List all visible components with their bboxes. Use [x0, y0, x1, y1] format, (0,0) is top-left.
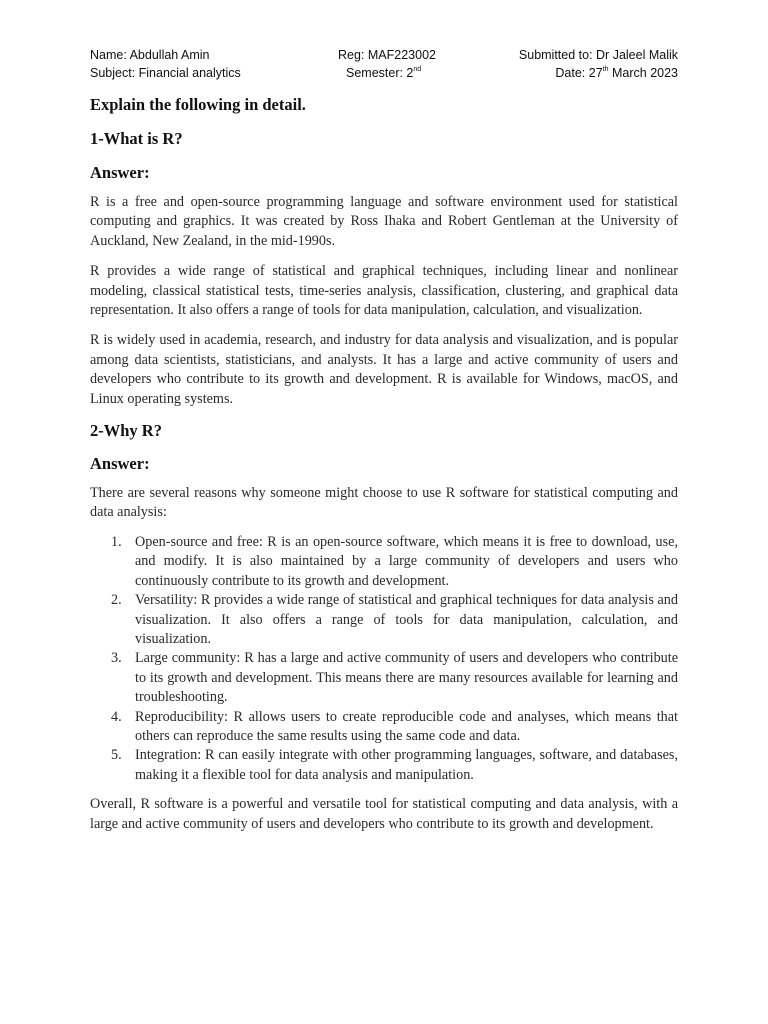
list-item-number: 1.: [111, 533, 122, 550]
subject: Subject: Financial analytics: [90, 66, 241, 80]
semester-text: Semester: 2: [346, 66, 414, 80]
list-item-text: Reproducibility: R allows users to create reproducible code and analyses, which means that others can reproduce the same results using the same code and data.: [135, 708, 678, 744]
list-item-number: 3.: [111, 650, 122, 667]
conclusion-paragraph: Overall, R software is a powerful and versatile tool for statistical computing and data analysis, with a large and active community of users and developers who contribute to its growth and development.: [90, 796, 678, 832]
question-2-heading: 2-Why R?: [90, 421, 162, 441]
list-item: [90, 649, 678, 707]
q1-paragraph-2: R provides a wide range of statistical and graphical techniques, including linear and nonlinear modeling, classical statistical tests, time-series analysis, classification, clustering, and graphical data representation. It also offers a range of tools for data manipulation, calculation, and visualization.: [90, 263, 678, 319]
date-day: Date: 27: [555, 66, 603, 80]
registration-number: Reg: MAF223002: [338, 48, 436, 62]
student-name: Name: Abdullah Amin: [90, 48, 210, 62]
list-item: [90, 591, 678, 649]
semester-ordinal: nd: [413, 65, 422, 73]
document-body: [90, 94, 678, 834]
q2-intro: There are several reasons why someone might choose to use R software for statistical computing and data analysis:: [90, 485, 678, 521]
list-item: [90, 708, 678, 747]
list-item-text: Large community: R has a large and active community of users and developers who contribute to its growth and development. This means there are many resources available for learning and troubleshooting.: [135, 650, 678, 706]
submitted-to: Submitted to: Dr Jaleel Malik: [518, 48, 678, 62]
list-item: [90, 533, 678, 591]
intro-heading: Explain the following in detail.: [90, 95, 306, 114]
list-item-text: Versatility: R provides a wide range of statistical and graphical techniques for data analysis and visualization. It also offers a range of tools for data manipulation, calculation, and visualization.: [135, 592, 678, 647]
q1-paragraph-1: R is a free and open-source programming language and software environment used for statistical computing and graphics. It was created by Ross Ihaka and Robert Gentleman at the University of Auckland, New Zealand, in the mid-1990s.: [90, 194, 678, 249]
answer-2-heading: Answer:: [90, 454, 150, 474]
list-item-number: 2.: [111, 592, 122, 609]
list-item-number: 4.: [111, 708, 122, 725]
list-item-text: Integration: R can easily integrate with other programming languages, software, and databases, making it a flexible tool for data analysis and manipulation.: [135, 747, 678, 783]
q1-paragraph-3: R is widely used in academia, research, and industry for data analysis and visualization, and is popular among data scientists, statisticians, and analysts. It has a large and active community of users and developers who contribute to its growth and development. R is available for Windows, macOS, and Linux operating systems.: [90, 332, 678, 407]
list-item: [90, 746, 678, 785]
date-month-year: March 2023: [608, 66, 678, 80]
answer-1-heading: Answer:: [90, 163, 150, 182]
list-item-text: Open-source and free: R is an open-source software, which means it is free to download, use, and modify. It is also maintained by a large community of developers and users who continuously contribute to its growth and development.: [135, 533, 678, 589]
submission-date: [555, 65, 678, 81]
date-ordinal: th: [602, 65, 609, 73]
list-item-number: 5.: [111, 747, 122, 764]
semester: [346, 65, 421, 81]
reasons-list: [90, 533, 678, 785]
question-1-heading: 1-What is R?: [90, 129, 183, 148]
